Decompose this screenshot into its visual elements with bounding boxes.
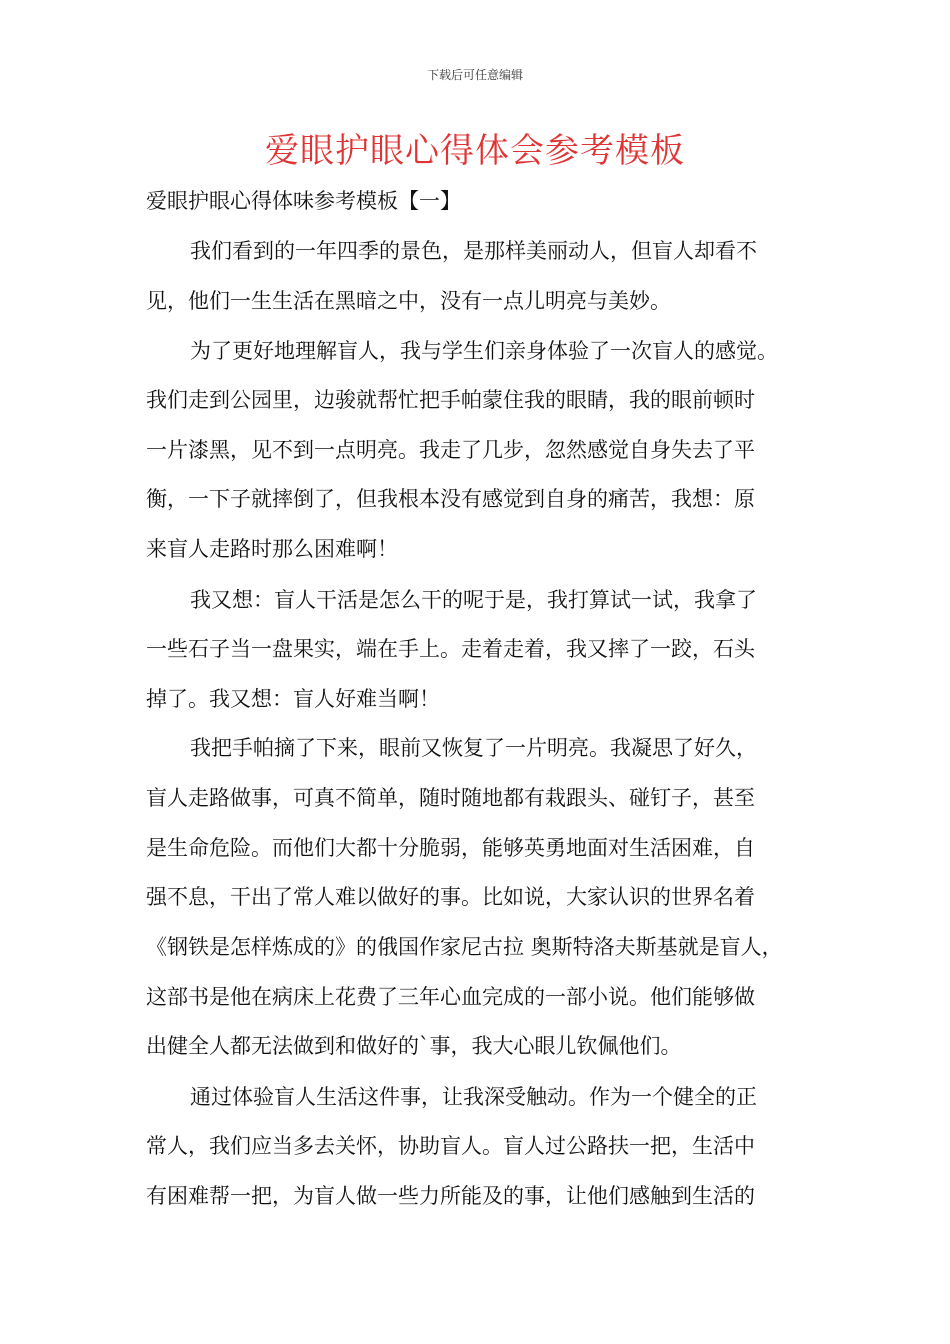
paragraph-5-line-2: 常人，我们应当多去关怀，协助盲人。盲人过公路扶一把，生活中 [146, 1134, 755, 1158]
paragraph-2-line-1: 为了更好地理解盲人，我与学生们亲身体验了一次盲人的感觉。 [190, 339, 778, 363]
paragraph-1-line-2: 见，他们一生生活在黑暗之中，没有一点儿明亮与美妙。 [146, 289, 671, 313]
paragraph-4-line-7: 出健全人都无法做到和做好的`事，我大心眼儿钦佩他们。 [146, 1034, 682, 1058]
paragraph-2-line-5: 来盲人走路时那么困难啊！ [146, 537, 398, 561]
paragraph-2-line-3: 一片漆黑，见不到一点明亮。我走了几步，忽然感觉自身失去了平 [146, 438, 755, 462]
paragraph-4-line-3: 是生命危险。而他们大都十分脆弱，能够英勇地面对生活困难，自 [146, 836, 755, 860]
paragraph-4-line-6: 这部书是他在病床上花费了三年心血完成的一部小说。他们能够做 [146, 985, 755, 1009]
paragraph-1-line-1: 我们看到的一年四季的景色，是那样美丽动人，但盲人却看不 [190, 239, 757, 263]
paragraph-5-line-3: 有困难帮一把，为盲人做一些力所能及的事，让他们感触到生活的 [146, 1184, 755, 1208]
paragraph-3-line-3: 掉了。我又想：盲人好难当啊！ [146, 687, 440, 711]
header-note: 下载后可任意编辑 [426, 68, 523, 82]
paragraph-4-line-5: 《钢铁是怎样炼成的》的俄国作家尼古拉 奥斯特洛夫斯基就是盲人， [146, 935, 783, 959]
paragraph-5-line-1: 通过体验盲人生活这件事，让我深受触动。作为一个健全的正 [190, 1085, 757, 1109]
paragraph-4-line-4: 强不息，干出了常人难以做好的事。比如说，大家认识的世界名着 [146, 885, 755, 909]
document-title: 爱眼护眼心得体会参考模板 [265, 131, 685, 171]
paragraph-3-line-1: 我又想：盲人干活是怎么干的呢于是，我打算试一试，我拿了 [190, 588, 757, 612]
section-heading: 爱眼护眼心得体味参考模板【一】 [146, 189, 461, 213]
paragraph-2-line-4: 衡，一下子就摔倒了，但我根本没有感觉到自身的痛苦，我想：原 [146, 487, 755, 511]
paragraph-4-line-1: 我把手帕摘了下来，眼前又恢复了一片明亮。我凝思了好久， [190, 736, 757, 760]
paragraph-4-line-2: 盲人走路做事，可真不简单，随时随地都有栽跟头、碰钉子，甚至 [146, 786, 755, 810]
paragraph-3-line-2: 一些石子当一盘果实，端在手上。走着走着，我又摔了一跤，石头 [146, 637, 755, 661]
paragraph-2-line-2: 我们走到公园里，边骏就帮忙把手帕蒙住我的眼睛，我的眼前顿时 [146, 388, 755, 412]
